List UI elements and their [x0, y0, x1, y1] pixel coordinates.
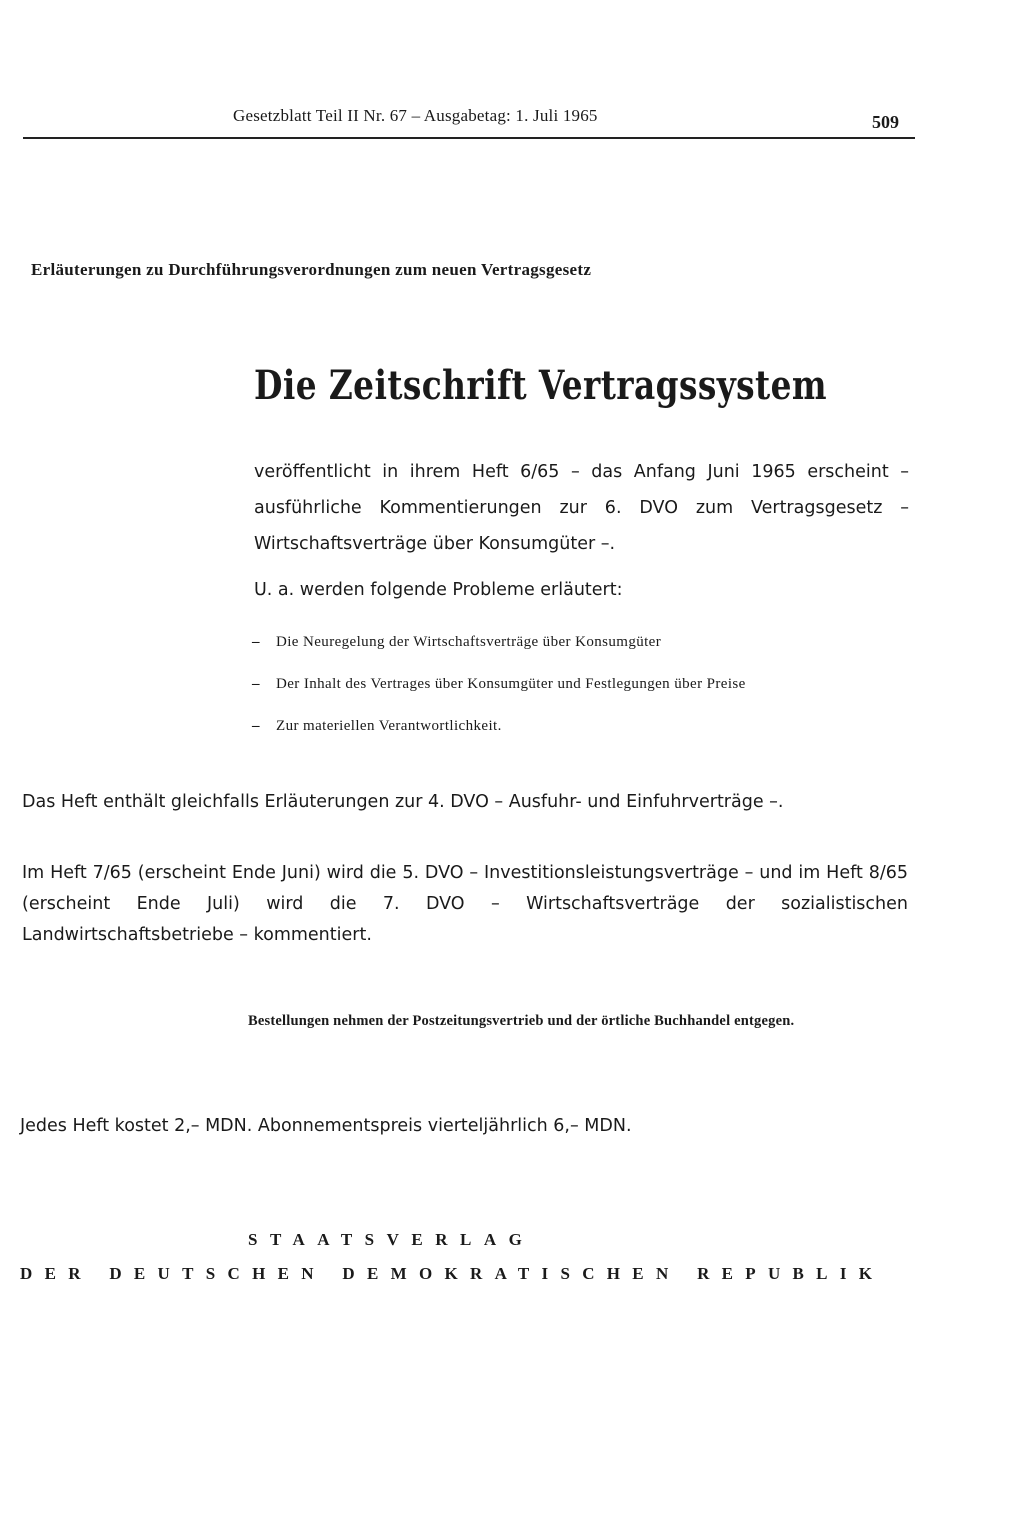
publisher-name: STAATSVERLAG	[248, 1230, 535, 1249]
problems-list	[252, 630, 746, 756]
list-item	[252, 672, 746, 714]
header-rule	[23, 137, 915, 139]
publisher-country: DER DEUTSCHEN DEMOKRATISCHEN REPUBLIK	[20, 1264, 885, 1283]
order-note: Bestellungen nehmen der Postzeitungsvertrieb und der örtliche Buchhandel entgegen.	[248, 1013, 795, 1029]
list-item-text: Der Inhalt des Vertrages über Konsumgüter und Festlegungen über Preise	[276, 676, 746, 692]
list-item-text: Zur materiellen Verantwortlichkeit.	[276, 718, 502, 734]
problems-intro: U. a. werden folgende Probleme erläutert:	[254, 580, 623, 600]
page-title: Die Zeitschrift Vertragssystem	[254, 362, 828, 409]
dash-bullet: –	[252, 676, 260, 692]
list-item	[252, 714, 746, 756]
price-note: Jedes Heft kostet 2,– MDN. Abonnementspreis vierteljährlich 6,– MDN.	[20, 1116, 632, 1136]
running-head: Gesetzblatt Teil II Nr. 67 – Ausgabetag: 1. Juli 1965	[233, 106, 598, 125]
paragraph-4-dvo: Das Heft enthält gleichfalls Erläuterungen zur 4. DVO – Ausfuhr- und Einfuhrverträge –.	[22, 792, 784, 812]
intro-paragraph: veröffentlicht in ihrem Heft 6/65 – das Anfang Juni 1965 erscheint – ausführliche Kommentierungen zur 6. DVO zum Vertragsgesetz – Wirtschaftsverträge über Konsumgüter –.	[254, 462, 909, 554]
paragraph-upcoming-issues: Im Heft 7/65 (erscheint Ende Juni) wird die 5. DVO – Investitionsleistungsverträge – und im Heft 8/65 (erscheint Ende Juli) wird die 7. DVO – Wirtschaftsverträge der sozialistischen Landwirtschaftsbetriebe – kommentiert.	[22, 863, 908, 945]
dash-bullet: –	[252, 718, 260, 734]
dash-bullet: –	[252, 634, 260, 650]
list-item	[252, 630, 746, 672]
list-item-text: Die Neuregelung der Wirtschaftsverträge über Konsumgüter	[276, 634, 662, 650]
page-number: 509	[872, 112, 899, 132]
section-heading: Erläuterungen zu Durchführungsverordnungen zum neuen Vertragsgesetz	[31, 260, 592, 279]
